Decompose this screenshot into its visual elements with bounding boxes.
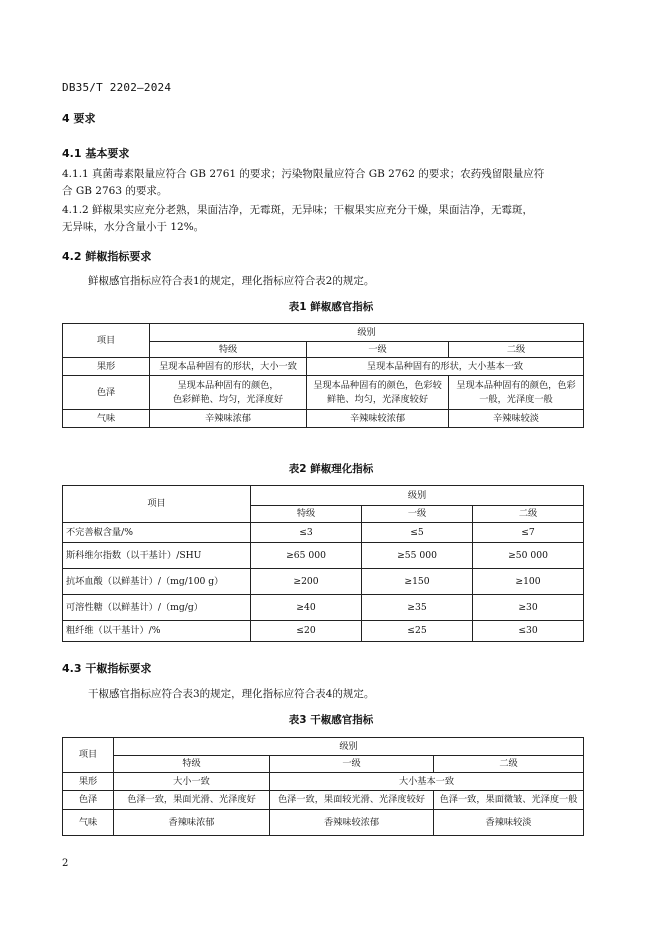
table1-color-special-line1: 呈现本品种固有的颜色， xyxy=(177,379,279,391)
table2-value: ≤7 xyxy=(473,523,584,543)
table1-color-special xyxy=(150,376,307,410)
table3-shape-first-second: 大小基本一致 xyxy=(270,773,584,791)
table3 xyxy=(62,737,584,836)
table3-smell-special: 香辣味浓郁 xyxy=(114,810,270,836)
table2-grade-header: 级别 xyxy=(251,486,584,506)
table1-grade-header: 级别 xyxy=(150,324,584,342)
table1-item-header: 项目 xyxy=(63,324,150,358)
table2-row-label: 粗纤维（以干基计）/% xyxy=(63,621,251,642)
table1-smell-second: 辛辣味较淡 xyxy=(449,410,584,428)
clause-4-1-2-line2: 无异味，水分含量小于 12%。 xyxy=(62,221,205,233)
document-id: DB35/T 2202—2024 xyxy=(62,81,172,94)
table3-shape-label: 果形 xyxy=(63,773,114,791)
table2-row-label: 抗坏血酸（以鲜基计）/（mg/100 g） xyxy=(63,569,251,595)
table3-shape-special: 大小一致 xyxy=(114,773,270,791)
table2-value: ≤25 xyxy=(362,621,473,642)
table1-color-second-line1: 呈现本品种固有的颜色，色彩 xyxy=(456,379,576,391)
table-row xyxy=(63,543,584,569)
table1-smell-label: 气味 xyxy=(63,410,150,428)
table2-value: ≥40 xyxy=(251,595,362,621)
table3-color-label: 色泽 xyxy=(63,791,114,810)
table1-color-second-line2: 一般，光泽度一般 xyxy=(479,393,553,405)
table1 xyxy=(62,323,584,428)
table2-value: ≥35 xyxy=(362,595,473,621)
table1-grade-first: 一级 xyxy=(307,342,449,358)
table3-item-header: 项目 xyxy=(63,738,114,773)
section-4-2-title: 4.2 鲜椒指标要求 xyxy=(62,250,152,263)
table1-smell-special: 辛辣味浓郁 xyxy=(150,410,307,428)
table1-color-first-line2: 鲜艳、均匀，光泽度较好 xyxy=(326,393,429,405)
table2-value: ≤3 xyxy=(251,523,362,543)
table2-value: ≥65 000 xyxy=(251,543,362,569)
table2-row-label: 可溶性糖（以鲜基计）/（mg/g） xyxy=(63,595,251,621)
table3-color-second: 色泽一致，果面微皱、光泽度一般 xyxy=(434,791,584,810)
table3-color-first: 色泽一致，果面较光滑、光泽度较好 xyxy=(270,791,434,810)
table3-grade-special: 特级 xyxy=(114,756,270,773)
table1-color-special-line2: 色彩鲜艳、均匀，光泽度好 xyxy=(172,393,284,405)
section-4-2-text: 鲜椒感官指标应符合表1的规定，理化指标应符合表2的规定。 xyxy=(88,275,375,287)
table1-shape-special: 呈现本品种固有的形状，大小一致 xyxy=(150,358,307,376)
table2-value: ≥200 xyxy=(251,569,362,595)
table2-grade-first: 一级 xyxy=(362,506,473,523)
table1-caption: 表1 鲜椒感官指标 xyxy=(288,301,374,313)
section-4-1-title: 4.1 基本要求 xyxy=(62,147,130,160)
table2-value: ≤5 xyxy=(362,523,473,543)
table3-grade-second: 二级 xyxy=(434,756,584,773)
section-4-title: 4 要求 xyxy=(62,112,96,125)
table2-value: ≥100 xyxy=(473,569,584,595)
section-4-3-title: 4.3 干椒指标要求 xyxy=(62,662,152,675)
table3-caption: 表3 干椒感官指标 xyxy=(288,714,374,726)
table1-color-first-line1: 呈现本品种固有的颜色，色彩较 xyxy=(313,379,442,391)
table1-color-second xyxy=(449,376,584,410)
table2-value: ≥50 000 xyxy=(473,543,584,569)
table3-smell-second: 香辣味较淡 xyxy=(434,810,584,836)
clause-4-1-1-line1: 4.1.1 真菌毒素限量应符合 GB 2761 的要求；污染物限量应符合 GB 2762 的要求；农药残留限量应符 xyxy=(62,168,545,180)
table3-grade-header: 级别 xyxy=(114,738,584,756)
table2-row-label: 不完善椒含量/% xyxy=(63,523,251,543)
table3-smell-label: 气味 xyxy=(63,810,114,836)
table2-item-header: 项目 xyxy=(63,486,251,523)
table-row xyxy=(63,621,584,642)
table3-smell-first: 香辣味较浓郁 xyxy=(270,810,434,836)
clause-4-1-1-line2: 合 GB 2763 的要求。 xyxy=(62,185,168,197)
table3-color-special: 色泽一致，果面光滑、光泽度好 xyxy=(114,791,270,810)
table1-grade-second: 二级 xyxy=(449,342,584,358)
table-row xyxy=(63,595,584,621)
table1-smell-first: 辛辣味较浓郁 xyxy=(307,410,449,428)
table2-caption: 表2 鲜椒理化指标 xyxy=(288,463,374,475)
section-4-3-text: 干椒感官指标应符合表3的规定，理化指标应符合表4的规定。 xyxy=(88,688,375,700)
table-row xyxy=(63,569,584,595)
table1-color-first xyxy=(307,376,449,410)
table2-value: ≤20 xyxy=(251,621,362,642)
table2-grade-second: 二级 xyxy=(473,506,584,523)
table3-grade-first: 一级 xyxy=(270,756,434,773)
table2-value: ≥55 000 xyxy=(362,543,473,569)
clause-4-1-1 xyxy=(62,166,586,200)
table2 xyxy=(62,485,584,642)
table2-row-label: 斯科维尔指数（以干基计）/SHU xyxy=(63,543,251,569)
table2-grade-special: 特级 xyxy=(251,506,362,523)
clause-4-1-2 xyxy=(62,202,586,236)
table2-value: ≥150 xyxy=(362,569,473,595)
table-row xyxy=(63,523,584,543)
table1-shape-first-second: 呈现本品种固有的形状，大小基本一致 xyxy=(307,358,584,376)
table2-value: ≥30 xyxy=(473,595,584,621)
table2-value: ≤30 xyxy=(473,621,584,642)
table1-grade-special: 特级 xyxy=(150,342,307,358)
clause-4-1-2-line1: 4.1.2 鲜椒果实应充分老熟，果面洁净，无霉斑，无异味；干椒果实应充分干燥，果面洁净，无霉斑， xyxy=(62,204,534,216)
table1-shape-label: 果形 xyxy=(63,358,150,376)
table1-color-label: 色泽 xyxy=(63,376,150,410)
page-number: 2 xyxy=(62,858,69,869)
